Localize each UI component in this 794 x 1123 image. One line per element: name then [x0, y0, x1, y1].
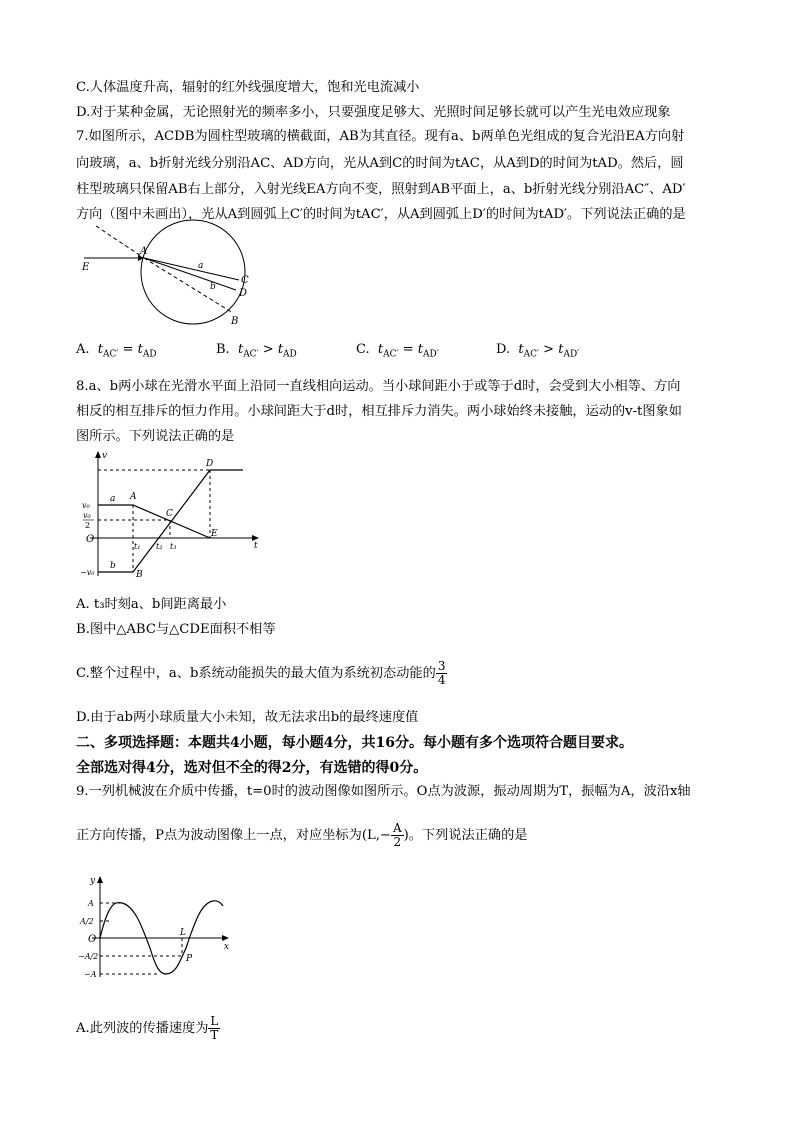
q7-stem-line1: 7.如图所示，ACDB为圆柱型玻璃的横截面，AB为其直径。现有a、b两单色光组成的复合光沿EA方向射 — [76, 129, 685, 144]
fraction-l-over-t: $\frac{L}{T}$ — [210, 1014, 219, 1042]
label-L: L — [180, 928, 186, 938]
dashed-normal — [96, 226, 144, 258]
q8-option-d: D.由于ab两小球质量大小未知，故无法求出b的最终速度值 — [76, 710, 419, 725]
label-neg-A: −A — [84, 970, 97, 979]
q7-stem-line4: 方向（图中未画出），光从A到圆弧上C′的时间为tAC′，从A到圆弧上D′的时间为tAD′。下列说法正确的是 — [76, 207, 686, 222]
label-neg-v0: −v₀ — [80, 568, 95, 577]
label-y: y — [90, 876, 96, 886]
q8-stem-line3: 图所示。下列说法正确的是 — [76, 429, 235, 444]
label-O: O — [86, 534, 95, 545]
label-D: D — [206, 459, 214, 469]
label-O: O — [88, 934, 97, 945]
section2-heading-line1: 二、多项选择题：本题共4小题，每小题4分，共16分。每小题有多个选项符合题目要求。 — [76, 735, 633, 751]
v-axis-arrow — [95, 451, 101, 458]
q8-option-b: B.图中△ABC与△CDE面积不相等 — [76, 622, 276, 637]
label-v0half-den: 2 — [85, 521, 91, 530]
q9-option-a: A.此列波的传播速度为 $\frac{L}{T}$ — [76, 1014, 219, 1042]
q7-figure — [76, 222, 276, 337]
q7-stem-line2: 向玻璃，a、b折射光线分别沿AC、AD方向，光从A到C的时间为tAC，从A到D的时间为tAD。然后，圆 — [76, 156, 684, 171]
label-t3: t₃ — [170, 542, 177, 551]
label-E: E — [82, 262, 90, 273]
label-t1: t₁ — [134, 542, 141, 551]
q8-stem-line1: 8.a、b两小球在光滑水平面上沿同一直线相向运动。当小球间距小于或等于d时，会受到大小相等、方向 — [76, 379, 681, 394]
label-A: A — [88, 899, 94, 908]
label-A: A — [130, 492, 137, 502]
label-t2: t₂ — [156, 542, 163, 551]
y-axis-arrow — [97, 876, 103, 883]
label-v0half-num: v₀ — [83, 511, 91, 520]
q8-stem-line2: 相反的相互排斥的恒力作用。小球间距大于d时，相互排斥力消失。两小球始终未接触，运动的v-t图象如 — [76, 404, 682, 419]
label-neg-A-half: −A/2 — [78, 952, 99, 961]
label-C: C — [241, 275, 249, 286]
q7-option-c: C. $t_{AC'} = t_{AD'}$ — [356, 342, 439, 360]
q6-option-c: C.人体温度升高，辐射的红外线强度增大，饱和光电流减小 — [76, 80, 420, 95]
label-v0: v₀ — [82, 501, 90, 510]
label-B: B — [231, 316, 239, 327]
label-b: b — [110, 561, 116, 571]
ray-ac — [144, 258, 239, 280]
wave-curve — [100, 901, 223, 974]
q7-option-a: A. $t_{AC'} = t_{AD}$ — [76, 342, 157, 360]
label-E: E — [211, 529, 218, 539]
glass-circle — [141, 220, 248, 324]
label-b: b — [210, 282, 216, 292]
label-A-half: A/2 — [80, 917, 94, 926]
fraction-a-half: $\frac{A}{2}$ — [392, 821, 402, 849]
label-B: B — [136, 570, 143, 580]
label-t: t — [254, 541, 258, 551]
diameter-ab — [144, 258, 233, 313]
q8-vt-graph — [78, 448, 268, 583]
label-A: A — [140, 246, 148, 257]
q9-stem-line1: 9.一列机械波在介质中传播，t=0时的波动图像如图所示。O点为波源，振动周期为T，振幅为A，波沿x轴 — [76, 784, 691, 799]
label-x: x — [224, 942, 230, 952]
section2-heading-line2: 全部选对得4分，选对但不全的得2分，有选错的得0分。 — [76, 760, 428, 776]
label-C: C — [166, 509, 173, 519]
label-D: D — [239, 288, 248, 299]
q7-stem-line3: 柱型玻璃只保留AB右上部分，入射光线EA方向不变，照射到AB平面上，a、b折射光线分别沿AC″、AD′ — [76, 182, 686, 197]
q7-option-d: D. $t_{AC'} > t_{AD'}$ — [496, 342, 580, 360]
q8-option-a: A. t₃时刻a、b间距离最小 — [76, 597, 227, 612]
q6-option-d: D.对于某种金属，无论照射光的频率多小，只要强度足够大、光照时间足够长就可以产生光电效应现象 — [76, 105, 671, 120]
q9-wave-graph — [78, 873, 238, 983]
x-axis-arrow — [222, 935, 229, 941]
fraction-three-quarters: $\frac{3}{4}$ — [437, 659, 446, 687]
q8-option-c: C.整个过程中，a、b系统动能损失的最大值为系统初态动能的 $\frac{3}{4}$ — [76, 659, 446, 687]
label-a: a — [110, 494, 116, 504]
q9-stem-line2: 正方向传播，P点为波动图像上一点，对应坐标为(L,− $\frac{A}{2}$ )。下列说法正确的是 — [76, 821, 528, 849]
ray-ad — [144, 258, 236, 290]
curve-a — [98, 505, 210, 538]
label-P: P — [186, 954, 193, 964]
label-v: v — [102, 451, 108, 461]
q7-option-b: B. $t_{AC'} > t_{AD}$ — [216, 342, 297, 360]
label-a: a — [198, 261, 204, 271]
